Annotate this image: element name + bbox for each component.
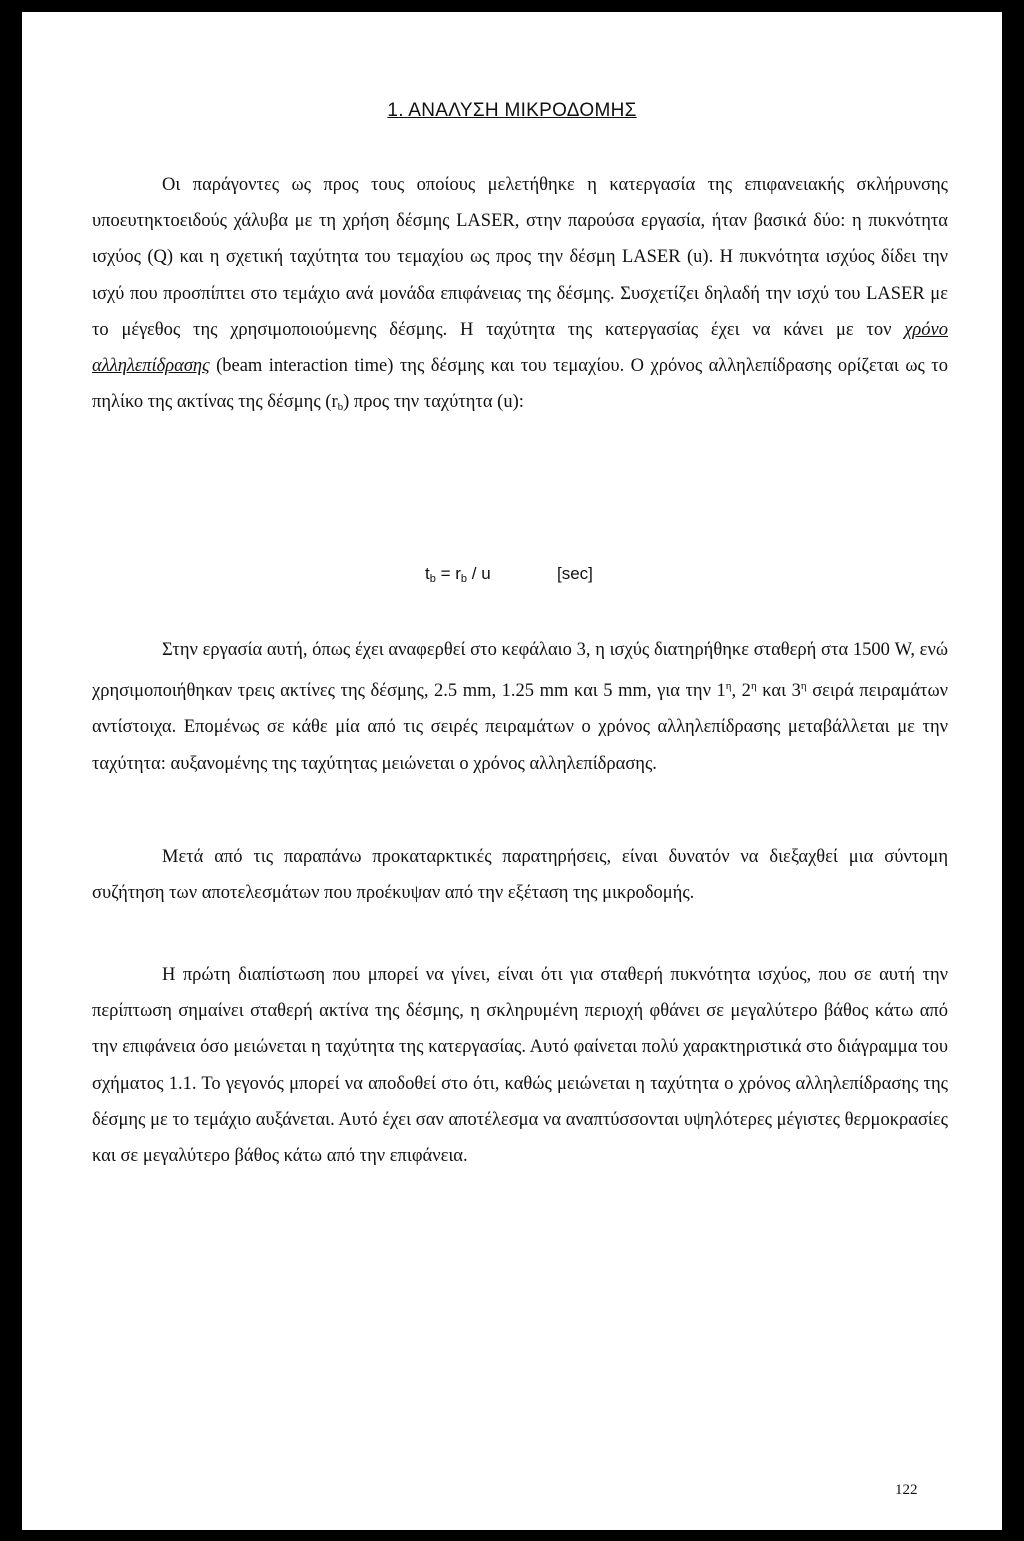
paragraph-intro-text-c: ) προς την ταχύτητα (u): [343, 392, 524, 413]
formula-divide-u: / u [467, 564, 491, 583]
section-title: 1. ΑΝΑΛΥΣΗ ΜΙΚΡΟΔΟΜΗΣ [387, 100, 637, 121]
formula-t-subscript: b [429, 573, 436, 585]
formula-equals-r: = r [435, 564, 461, 583]
paragraph-experiments-text-c: και 3 [756, 681, 801, 702]
document-page [22, 12, 1002, 1530]
formula-expression [425, 564, 491, 585]
paragraph-experiments-text-d: σειρά πειραμάτων αντίστοιχα. Επομένως σε κάθε μία από τις σειρές πειραμάτων ο χρόνος αλληλεπίδρασης μεταβάλλεται με την ταχύτητα: αυξανομένης της ταχύτητας μειώνεται ο χρόνος αλληλεπίδρασης. [92, 681, 948, 774]
ordinal-sup-2: η [750, 680, 757, 693]
subscript-b: b [337, 401, 344, 414]
paragraph-intro [92, 167, 948, 425]
paragraph-experiments-text-b: , 2 [731, 681, 751, 702]
paragraph-intro-text-a: Οι παράγοντες ως προς τους οποίους μελετήθηκε η κατεργασία της επιφανειακής σκλήρυνσης υποευτηκτοειδούς χάλυβα με τη χρήση δέσμης LASER, στην παρούσα εργασία, ήταν βασικά δύο: η πυκνότητα ισχύος (Q) και η σχετική ταχύτητα του τεμαχίου ως προς την δέσμη LASER (u). Η πυκνότητα ισχύος δίδει την ισχύ που προσπίπτει στο τεμάχιο ανά μονάδα επιφάνειας της δέσμης. Συσχετίζει δηλαδή την ισχύ του LASER με το μέγεθος της χρησιμοποιούμενης δέσμης. Η ταχύτητα της κατεργασίας έχει να κάνει με τον [92, 175, 948, 340]
formula-t: t [425, 564, 430, 583]
ordinal-sup-3: η [800, 680, 807, 693]
paragraph-intro-text-b: (beam interaction time) της δέσμης και του τεμαχίου. Ο χρόνος αλληλεπίδρασης ορίζεται ως το πηλίκο της ακτίνας της δέσμης (r [92, 356, 948, 413]
paragraph-experiments [92, 632, 948, 782]
interaction-time-term: χρόνο αλληλεπίδρασης [92, 319, 948, 377]
formula-unit: [sec] [557, 564, 593, 583]
paragraph-findings: Η πρώτη διαπίστωση που μπορεί να γίνει, είναι ότι για σταθερή πυκνότητα ισχύος, που σε αυτή την περίπτωση σημαίνει σταθερή ακτίνα της δέσμης, η σκληρυμένη περιοχή φθάνει σε μεγαλύτερο βάθος κάτω από την επιφάνεια όσο μειώνεται η ταχύτητα της κατεργασίας. Αυτό φαίνεται πολύ χαρακτηριστικά στο διάγραμμα του σχήματος 1.1. Το γεγονός μπορεί να αποδοθεί στο ότι, καθώς μειώνεται η ταχύτητα ο χρόνος αλληλεπίδρασης της δέσμης με το τεμάχιο αυξάνεται. Αυτό έχει σαν αποτέλεσμα να αναπτύσσονται υψηλότερες μέγιστες θερμοκρασίες και σε μεγαλύτερο βάθος κάτω από την επιφάνεια. [92, 965, 948, 1167]
ordinal-sup-1: η [725, 680, 732, 693]
paragraph-discussion: Μετά από τις παραπάνω προκαταρκτικές παρατηρήσεις, είναι δυνατόν να διεξαχθεί μια σύντομη συζήτηση των αποτελεσμάτων που προέκυψαν από την εξέταση της μικροδομής. [92, 847, 948, 904]
paragraph-experiments-text-a: Στην εργασία αυτή, όπως έχει αναφερθεί στο κεφάλαιο 3, η ισχύς διατηρήθηκε σταθερή στα 1500 W, ενώ χρησιμοποιήθηκαν τρεις ακτίνες της δέσμης, 2.5 mm, 1.25 mm και 5 mm, για την 1 [92, 640, 948, 702]
page-number: 122 [895, 1482, 918, 1498]
formula-r-subscript: b [460, 573, 468, 585]
